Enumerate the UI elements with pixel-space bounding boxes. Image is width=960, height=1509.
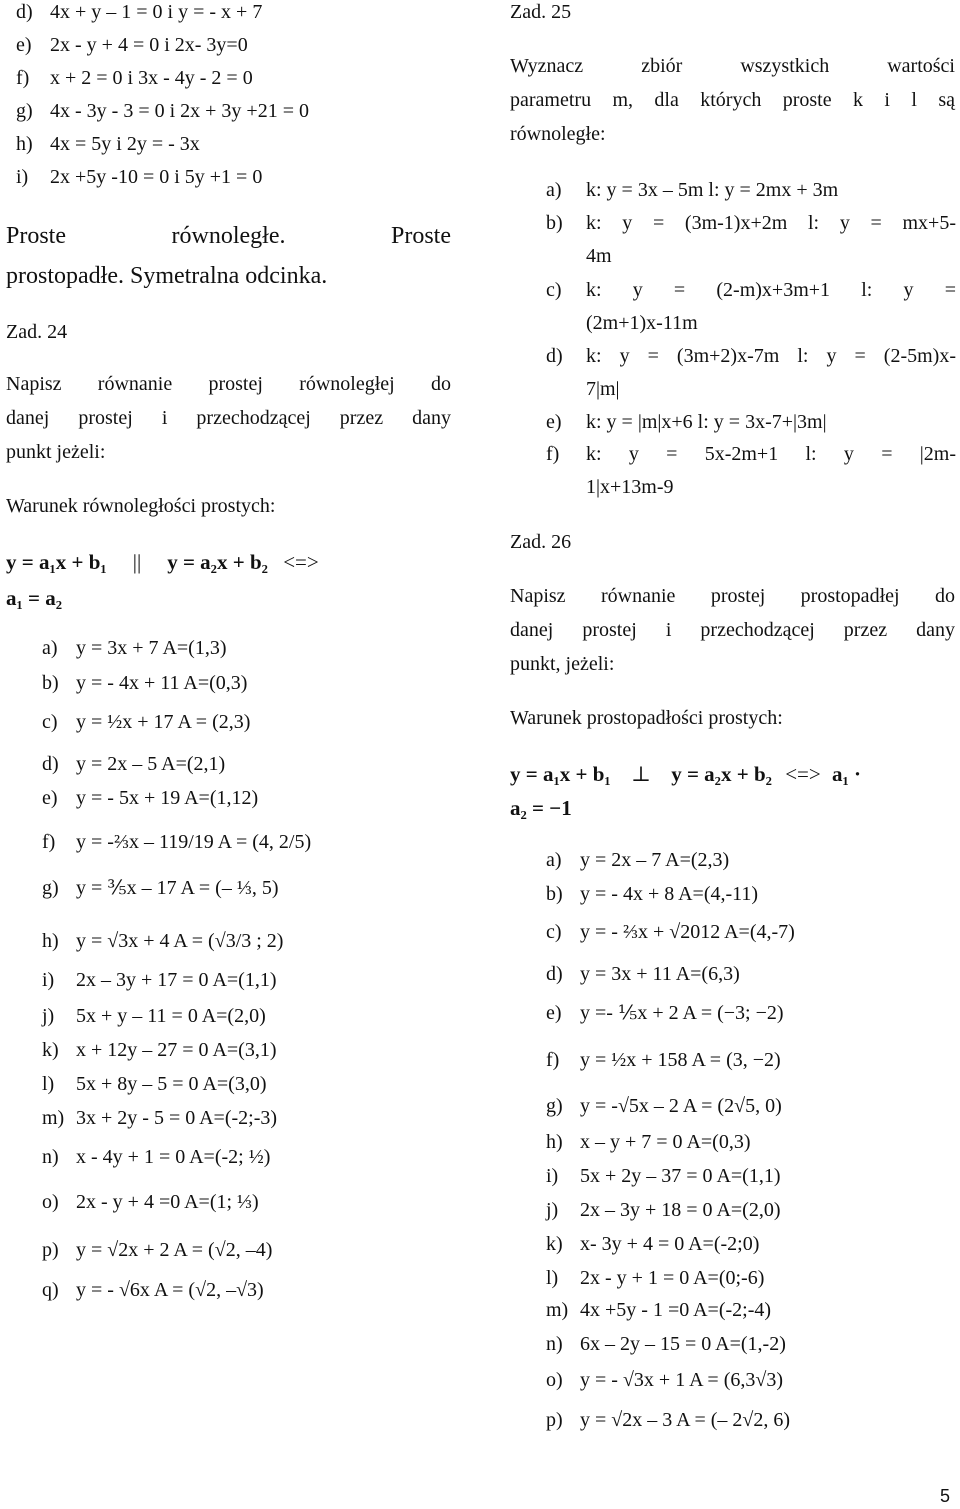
section-heading-line2: prostopadłe. Symetralna odcinka. <box>6 263 328 289</box>
list-item: a) k: y = 3x – 5m l: y = 2mx + 3m <box>546 179 839 201</box>
list-item: f) k: y = 5x-2m+1 l: y = |2m- 1|x+13m-9 <box>546 443 956 498</box>
list-item: l) 2x - y + 1 = 0 A=(0;-6) <box>546 1267 765 1289</box>
list-item: c) y = - ⅔x + √2012 A=(4,-7) <box>546 921 795 943</box>
zad26-instruction-3: punkt, jeżeli: <box>510 653 615 675</box>
zad24-title: Zad. 24 <box>6 321 68 343</box>
list-item: p) y = √2x + 2 A = (√2, –4) <box>42 1239 273 1261</box>
list-item: l) 5x + 8y – 5 = 0 A=(3,0) <box>42 1073 267 1095</box>
zad25-title: Zad. 25 <box>510 1 572 23</box>
list-item: i) 2x +5y -10 = 0 i 5y +1 = 0 <box>16 166 263 188</box>
zad25-instruction-3: równoległe: <box>510 123 606 145</box>
list-item: d) k: y = (3m+2)x-7m l: y = (2-5m)x- 7|m| <box>546 345 956 400</box>
zad24-instruction-3: punkt jeżeli: <box>6 441 106 463</box>
list-item: q) y = - √6x A = (√2, –√3) <box>42 1279 264 1301</box>
zad26-instruction-1: Napisz równanie prostej prostopadłej do <box>510 585 955 607</box>
condition-formula: y = a₁x + b₁ ⊥ y = a₂x + b₂ <=> a₁ · <box>510 762 862 786</box>
list-item: d) 4x + y – 1 = 0 i y = - x + 7 <box>16 1 263 23</box>
list-item: d) y = 3x + 11 A=(6,3) <box>546 963 740 985</box>
list-item: o) y = - √3x + 1 A = (6,3√3) <box>546 1369 784 1391</box>
condition-formula: y = a₁x + b₁ || y = a₂x + b₂ <=> <box>6 550 319 574</box>
list-item: e) y = - 5x + 19 A=(1,12) <box>42 787 259 809</box>
list-item: b) y = - 4x + 11 A=(0,3) <box>42 672 248 694</box>
list-item: b) y = - 4x + 8 A=(4,-11) <box>546 883 759 905</box>
list-item: i) 5x + 2y – 37 = 0 A=(1,1) <box>546 1165 781 1187</box>
list-item: c) k: y = (2-m)x+3m+1 l: y = (2m+1)x-11m <box>546 279 956 334</box>
condition-title: Warunek prostopadłości prostych: <box>510 707 783 729</box>
list-item: h) x – y + 7 = 0 A=(0,3) <box>546 1131 751 1153</box>
list-item: e) y =- ⅕x + 2 A = (−3; −2) <box>546 1002 784 1024</box>
list-item: e) 2x - y + 4 = 0 i 2x- 3y=0 <box>16 34 248 56</box>
page-number: 5 <box>939 1486 950 1506</box>
zad25-instruction-2: parametru m, dla których proste k i l są <box>510 89 955 111</box>
list-item: p) y = √2x – 3 A = (– 2√2, 6) <box>546 1409 791 1431</box>
condition-result: a₂ = −1 <box>510 796 572 820</box>
list-item: h) y = √3x + 4 A = (√3/3 ; 2) <box>42 930 284 952</box>
list-item: g) 4x - 3y - 3 = 0 i 2x + 3y +21 = 0 <box>16 100 309 122</box>
list-item: i) 2x – 3y + 17 = 0 A=(1,1) <box>42 969 277 991</box>
list-item: g) y = -√5x – 2 A = (2√5, 0) <box>546 1095 782 1117</box>
list-item: f) y = -⅔x – 119/19 A = (4, 2/5) <box>42 831 312 853</box>
section-heading: Proste równoległe. Proste <box>6 223 451 249</box>
zad24-instruction-1: Napisz równanie prostej równoległej do <box>6 373 451 395</box>
condition-title: Warunek równoległości prostych: <box>6 495 276 517</box>
list-item: k) x- 3y + 4 = 0 A=(-2;0) <box>546 1233 760 1255</box>
list-item: g) y = ⅗x – 17 A = (– ⅓, 5) <box>42 877 279 899</box>
zad25-instruction-1: Wyznacz zbiór wszystkich wartości <box>510 55 955 77</box>
list-item: k) x + 12y – 27 = 0 A=(3,1) <box>42 1039 277 1061</box>
condition-result: a₁ = a₂ <box>6 586 63 610</box>
list-item: a) y = 3x + 7 A=(1,3) <box>42 637 227 659</box>
list-item: j) 2x – 3y + 18 = 0 A=(2,0) <box>546 1199 781 1221</box>
list-item: j) 5x + y – 11 = 0 A=(2,0) <box>42 1005 266 1027</box>
zad26-title: Zad. 26 <box>510 531 572 553</box>
zad24-instruction-2: danej prostej i przechodzącej przez dany <box>6 407 451 429</box>
list-item: b) k: y = (3m-1)x+2m l: y = mx+5- 4m <box>546 212 956 267</box>
zad26-instruction-2: danej prostej i przechodzącej przez dany <box>510 619 955 641</box>
list-item: c) y = ½x + 17 A = (2,3) <box>42 711 251 733</box>
list-item: e) k: y = |m|x+6 l: y = 3x-7+|3m| <box>546 411 827 433</box>
list-item: n) 6x – 2y – 15 = 0 A=(1,-2) <box>546 1333 786 1355</box>
list-item: h) 4x = 5y i 2y = - 3x <box>16 133 200 155</box>
list-item: m) 4x +5y - 1 =0 A=(-2;-4) <box>546 1299 772 1321</box>
list-item: o) 2x - y + 4 =0 A=(1; ⅓) <box>42 1191 259 1213</box>
list-item: f) y = ½x + 158 A = (3, −2) <box>546 1049 781 1071</box>
list-item: m) 3x + 2y - 5 = 0 A=(-2;-3) <box>42 1107 278 1129</box>
list-item: d) y = 2x – 5 A=(2,1) <box>42 753 226 775</box>
list-item: n) x - 4y + 1 = 0 A=(-2; ½) <box>42 1146 271 1168</box>
list-item: a) y = 2x – 7 A=(2,3) <box>546 849 730 871</box>
list-item: f) x + 2 = 0 i 3x - 4y - 2 = 0 <box>16 67 253 89</box>
